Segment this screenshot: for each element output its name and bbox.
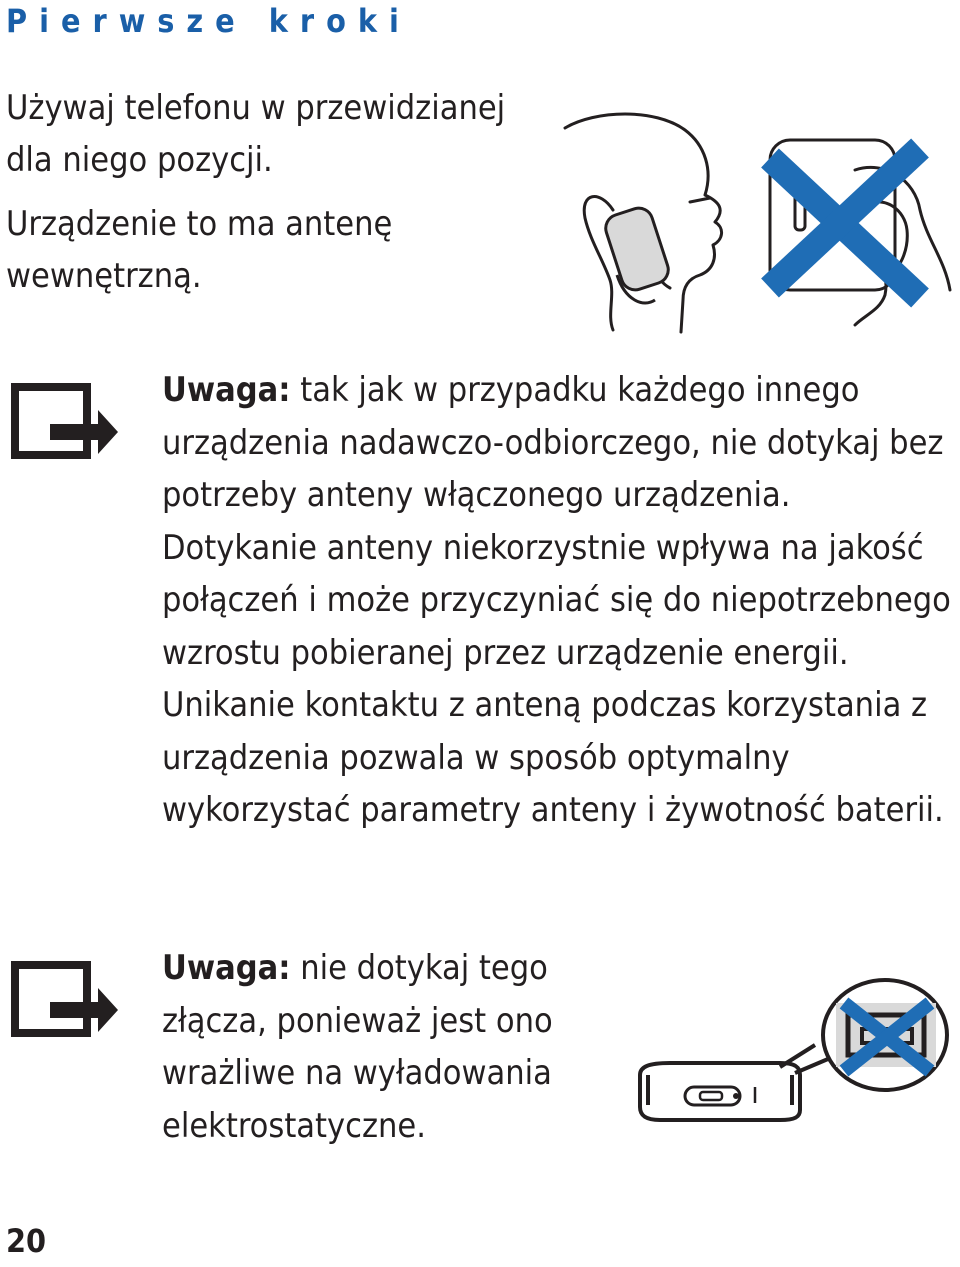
- page-number: 20: [6, 1222, 47, 1260]
- section-header: Pierwsze kroki: [6, 2, 411, 40]
- note-label: Uwaga:: [162, 948, 291, 988]
- intro-paragraph-antenna: Urządzenie to ma antenę wewnętrzną.: [6, 204, 393, 296]
- phone-bottom-drawing: [640, 1063, 800, 1120]
- note-text: tak jak w przypadku każdego innego urządzenia nadawczo-odbiorczego, nie dotykaj bez potrzeby anteny włączonego urządzenia. Dotykanie anteny niekorzystnie wpływa na jakość połączeń i może przyczyniać się do niepotrzebnego wzrostu pobieranej przez urządzenie energii. Unikanie kontaktu z anteną podczas korzystania z urządzenia pozwala w sposób optymalny wykorzystać parametry anteny i żywotność baterii.: [162, 370, 951, 830]
- note-icon: [10, 382, 120, 462]
- note-text: nie dotykaj tego złącza, ponieważ jest ono wrażliwe na wyładowania elektrostatyczne.: [162, 948, 553, 1146]
- connector-illustration: [630, 975, 955, 1125]
- note-label: Uwaga:: [162, 370, 291, 410]
- note-antenna: [162, 364, 952, 837]
- note-icon: [10, 960, 120, 1040]
- note-connector: [162, 942, 632, 1152]
- phone-usage-illustration: [555, 110, 955, 340]
- intro-paragraph-position: Używaj telefonu w przewidzianej dla niego pozycji.: [6, 88, 506, 180]
